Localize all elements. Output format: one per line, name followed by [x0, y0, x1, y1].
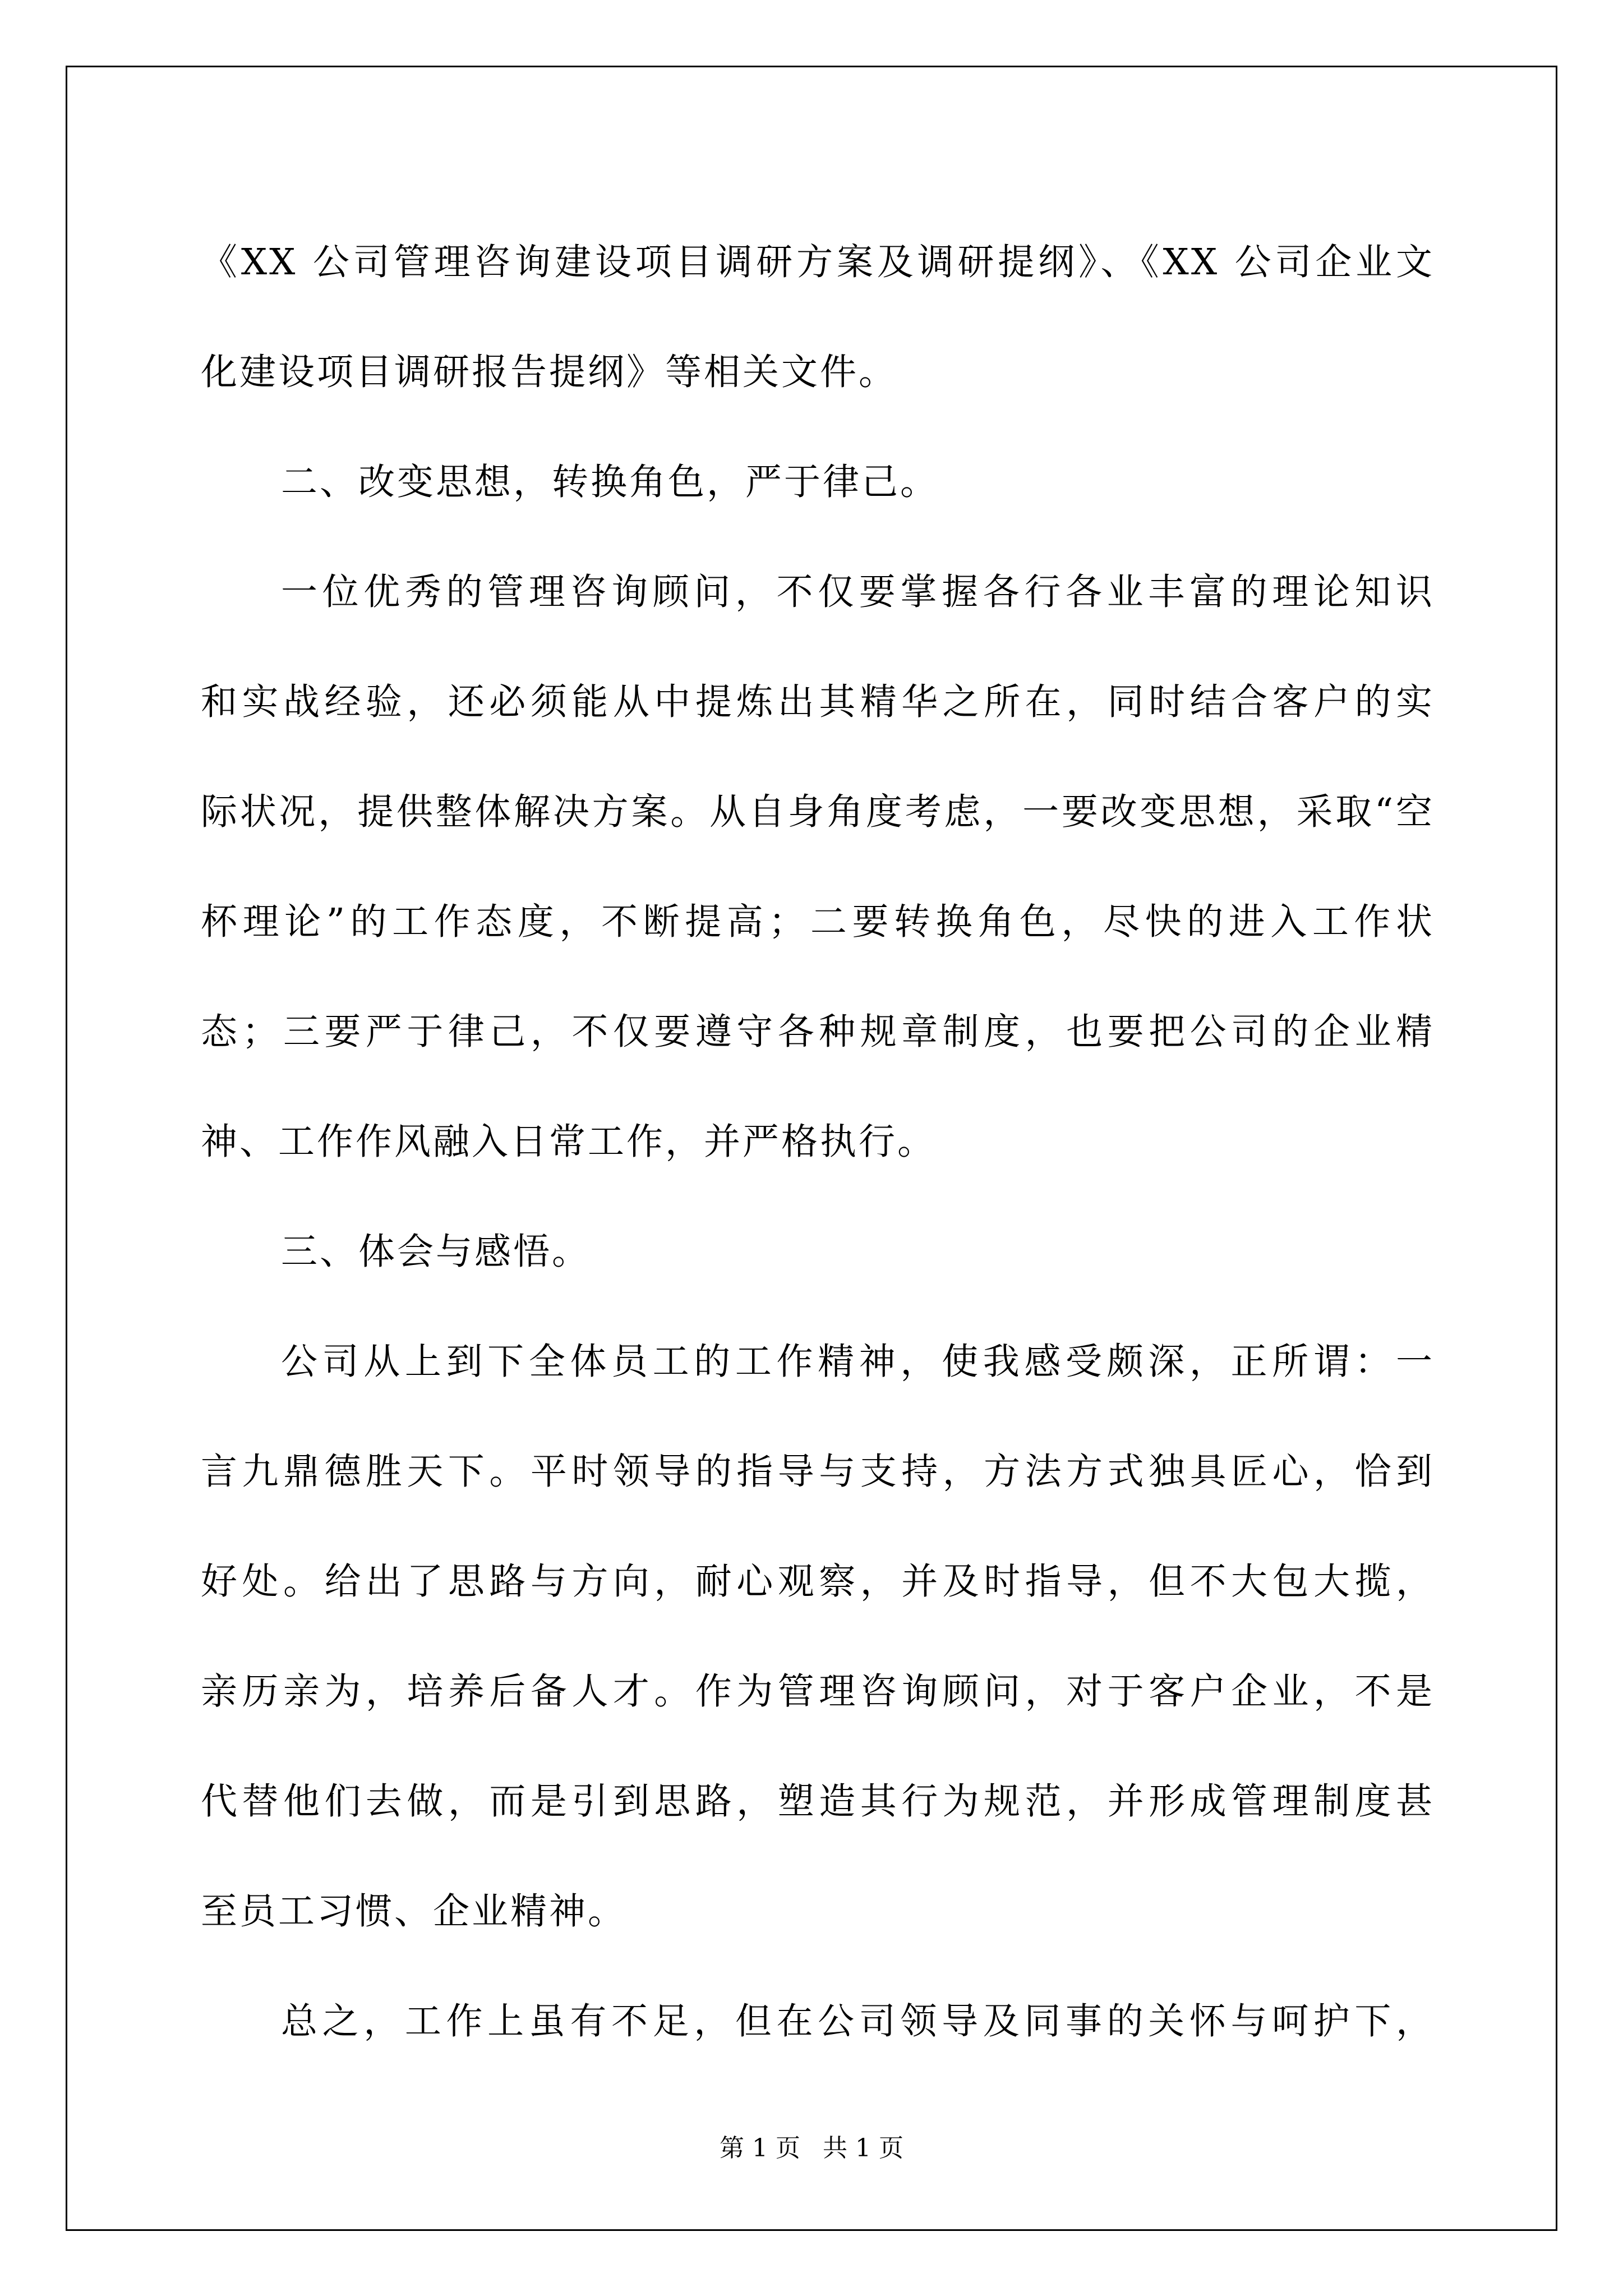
text-line: 言九鼎德胜天下。平时领导的指导与支持，方法方式独具匠心，恰到	[201, 1451, 1435, 1493]
document-body	[201, 208, 1435, 2077]
text-line: 好处。给出了思路与方向，耐心观察，并及时指导，但不大包大揽，	[201, 1561, 1435, 1603]
text-line: 亲历亲为，培养后备人才。作为管理咨询顾问，对于客户企业，不是	[201, 1671, 1435, 1713]
text-line: 一位优秀的管理咨询顾问，不仅要掌握各行各业丰富的理论知识	[281, 571, 1435, 613]
text-line: 化建设项目调研报告提纲》等相关文件。	[201, 351, 898, 393]
text-line: 态；三要严于律己，不仅要遵守各种规章制度，也要把公司的企业精	[201, 1011, 1435, 1053]
text-line: 际状况，提供整体解决方案。从自身角度考虑，一要改变思想，采取“空	[201, 791, 1435, 833]
text-line: 《XX 公司管理咨询建设项目调研方案及调研提纲》、《XX 公司企业文	[201, 241, 1435, 283]
text-line: 神、工作作风融入日常工作，并严格执行。	[201, 1121, 937, 1163]
page-number-current: 第 1 页	[720, 2134, 800, 2162]
text-line: 和实战经验，还必须能从中提炼出其精华之所在，同时结合客户的实	[201, 681, 1435, 723]
text-line: 至员工习惯、企业精神。	[201, 1890, 627, 1932]
page-number-total: 共 1 页	[823, 2134, 903, 2162]
section-heading: 二、改变思想，转换角色，严于律己。	[281, 461, 939, 503]
text-line: 杯理论”的工作态度，不断提高；二要转换角色，尽快的进入工作状	[201, 901, 1435, 943]
text-line: 公司从上到下全体员工的工作精神，使我感受颇深，正所谓：一	[281, 1341, 1435, 1383]
text-line: 总之，工作上虽有不足，但在公司领导及同事的关怀与呵护下，	[281, 2000, 1435, 2042]
page-footer	[0, 2132, 1623, 2165]
text-line: 代替他们去做，而是引到思路，塑造其行为规范，并形成管理制度甚	[201, 1780, 1435, 1823]
section-heading: 三、体会与感悟。	[281, 1231, 591, 1273]
